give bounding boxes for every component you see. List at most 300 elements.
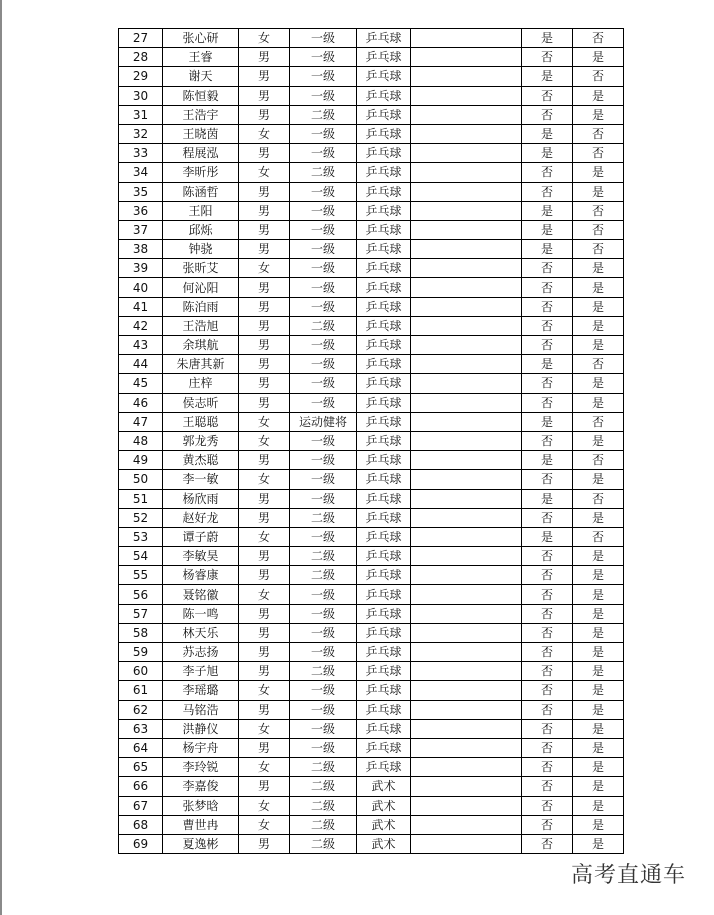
cell-number: 54 — [119, 547, 163, 566]
cell-level: 二级 — [290, 547, 357, 566]
cell-number: 53 — [119, 527, 163, 546]
cell-sport: 乒乓球 — [357, 738, 411, 757]
cell-name: 王浩宇 — [163, 105, 239, 124]
cell-yes-no-a: 是 — [522, 29, 573, 48]
cell-gender: 男 — [239, 700, 290, 719]
cell-level: 二级 — [290, 815, 357, 834]
cell-name: 王睿 — [163, 48, 239, 67]
cell-gender: 女 — [239, 412, 290, 431]
cell-level: 二级 — [290, 758, 357, 777]
cell-sport: 乒乓球 — [357, 201, 411, 220]
cell-blank — [411, 105, 522, 124]
cell-blank — [411, 336, 522, 355]
cell-level: 二级 — [290, 796, 357, 815]
cell-name: 朱唐其新 — [163, 355, 239, 374]
cell-number: 52 — [119, 508, 163, 527]
cell-sport: 乒乓球 — [357, 86, 411, 105]
cell-yes-no-b: 是 — [573, 566, 624, 585]
table-row — [119, 623, 624, 642]
cell-blank — [411, 220, 522, 239]
cell-sport: 乒乓球 — [357, 412, 411, 431]
cell-level: 一级 — [290, 700, 357, 719]
table-row — [119, 451, 624, 470]
cell-name: 谭子蔚 — [163, 527, 239, 546]
cell-blank — [411, 470, 522, 489]
cell-number: 38 — [119, 240, 163, 259]
cell-number: 66 — [119, 777, 163, 796]
cell-number: 35 — [119, 182, 163, 201]
cell-blank — [411, 834, 522, 853]
cell-yes-no-a: 否 — [522, 374, 573, 393]
cell-sport: 乒乓球 — [357, 431, 411, 450]
cell-yes-no-b: 否 — [573, 489, 624, 508]
cell-name: 王阳 — [163, 201, 239, 220]
cell-level: 一级 — [290, 278, 357, 297]
cell-blank — [411, 67, 522, 86]
cell-yes-no-b: 否 — [573, 220, 624, 239]
cell-name: 李一敏 — [163, 470, 239, 489]
cell-yes-no-a: 是 — [522, 412, 573, 431]
cell-blank — [411, 719, 522, 738]
cell-sport: 乒乓球 — [357, 527, 411, 546]
cell-blank — [411, 163, 522, 182]
cell-level: 一级 — [290, 738, 357, 757]
cell-blank — [411, 412, 522, 431]
cell-yes-no-a: 否 — [522, 681, 573, 700]
cell-blank — [411, 815, 522, 834]
cell-yes-no-a: 否 — [522, 547, 573, 566]
cell-sport: 乒乓球 — [357, 316, 411, 335]
cell-sport: 乒乓球 — [357, 67, 411, 86]
cell-sport: 乒乓球 — [357, 124, 411, 143]
cell-number: 40 — [119, 278, 163, 297]
cell-gender: 女 — [239, 719, 290, 738]
cell-blank — [411, 489, 522, 508]
cell-yes-no-b: 否 — [573, 67, 624, 86]
cell-number: 30 — [119, 86, 163, 105]
cell-level: 一级 — [290, 355, 357, 374]
cell-level: 二级 — [290, 508, 357, 527]
cell-yes-no-b: 是 — [573, 719, 624, 738]
table-row — [119, 681, 624, 700]
cell-number: 44 — [119, 355, 163, 374]
cell-level: 一级 — [290, 604, 357, 623]
cell-sport: 乒乓球 — [357, 48, 411, 67]
cell-blank — [411, 700, 522, 719]
cell-gender: 男 — [239, 297, 290, 316]
cell-yes-no-a: 否 — [522, 662, 573, 681]
table-row — [119, 662, 624, 681]
cell-number: 39 — [119, 259, 163, 278]
cell-gender: 女 — [239, 796, 290, 815]
cell-yes-no-b: 是 — [573, 297, 624, 316]
cell-yes-no-a: 否 — [522, 719, 573, 738]
cell-number: 32 — [119, 124, 163, 143]
cell-yes-no-a: 否 — [522, 777, 573, 796]
cell-yes-no-b: 否 — [573, 29, 624, 48]
table-row — [119, 182, 624, 201]
cell-name: 王浩旭 — [163, 316, 239, 335]
cell-name: 陈涵哲 — [163, 182, 239, 201]
cell-yes-no-a: 否 — [522, 470, 573, 489]
cell-gender: 男 — [239, 508, 290, 527]
cell-yes-no-b: 是 — [573, 604, 624, 623]
cell-name: 夏逸彬 — [163, 834, 239, 853]
cell-yes-no-a: 否 — [522, 278, 573, 297]
cell-sport: 乒乓球 — [357, 105, 411, 124]
cell-yes-no-b: 是 — [573, 278, 624, 297]
cell-gender: 男 — [239, 489, 290, 508]
page-left-border — [0, 0, 2, 915]
cell-yes-no-a: 否 — [522, 316, 573, 335]
cell-yes-no-a: 否 — [522, 566, 573, 585]
cell-gender: 男 — [239, 451, 290, 470]
cell-sport: 乒乓球 — [357, 29, 411, 48]
cell-name: 王聪聪 — [163, 412, 239, 431]
cell-blank — [411, 758, 522, 777]
cell-yes-no-a: 否 — [522, 48, 573, 67]
table-row — [119, 834, 624, 853]
cell-number: 51 — [119, 489, 163, 508]
cell-gender: 男 — [239, 547, 290, 566]
cell-sport: 乒乓球 — [357, 489, 411, 508]
cell-gender: 男 — [239, 623, 290, 642]
cell-yes-no-a: 否 — [522, 431, 573, 450]
table-row — [119, 48, 624, 67]
cell-sport: 乒乓球 — [357, 566, 411, 585]
cell-name: 庄梓 — [163, 374, 239, 393]
cell-yes-no-b: 是 — [573, 834, 624, 853]
cell-sport: 乒乓球 — [357, 451, 411, 470]
table-row — [119, 336, 624, 355]
cell-gender: 男 — [239, 316, 290, 335]
cell-level: 一级 — [290, 124, 357, 143]
cell-sport: 乒乓球 — [357, 470, 411, 489]
cell-yes-no-a: 否 — [522, 336, 573, 355]
cell-sport: 乒乓球 — [357, 240, 411, 259]
cell-level: 一级 — [290, 182, 357, 201]
cell-gender: 女 — [239, 259, 290, 278]
cell-yes-no-b: 否 — [573, 201, 624, 220]
table-row — [119, 815, 624, 834]
cell-sport: 乒乓球 — [357, 585, 411, 604]
cell-level: 一级 — [290, 470, 357, 489]
watermark-text: 高考直通车 — [570, 863, 686, 888]
cell-yes-no-b: 是 — [573, 163, 624, 182]
cell-blank — [411, 527, 522, 546]
cell-gender: 男 — [239, 566, 290, 585]
cell-level: 一级 — [290, 336, 357, 355]
cell-blank — [411, 508, 522, 527]
cell-name: 邱烁 — [163, 220, 239, 239]
cell-level: 二级 — [290, 316, 357, 335]
cell-level: 一级 — [290, 623, 357, 642]
cell-name: 陈泊雨 — [163, 297, 239, 316]
cell-yes-no-a: 否 — [522, 259, 573, 278]
cell-sport: 乒乓球 — [357, 182, 411, 201]
cell-yes-no-a: 否 — [522, 738, 573, 757]
cell-sport: 乒乓球 — [357, 662, 411, 681]
cell-yes-no-b: 是 — [573, 681, 624, 700]
cell-yes-no-b: 是 — [573, 700, 624, 719]
cell-yes-no-b: 否 — [573, 412, 624, 431]
cell-sport: 乒乓球 — [357, 278, 411, 297]
cell-gender: 女 — [239, 527, 290, 546]
cell-level: 一级 — [290, 240, 357, 259]
cell-number: 60 — [119, 662, 163, 681]
table-row — [119, 163, 624, 182]
cell-sport: 乒乓球 — [357, 374, 411, 393]
cell-gender: 女 — [239, 815, 290, 834]
cell-number: 59 — [119, 643, 163, 662]
cell-blank — [411, 201, 522, 220]
cell-level: 二级 — [290, 566, 357, 585]
cell-yes-no-a: 否 — [522, 796, 573, 815]
cell-gender: 女 — [239, 758, 290, 777]
cell-yes-no-a: 是 — [522, 489, 573, 508]
table-row — [119, 431, 624, 450]
cell-blank — [411, 738, 522, 757]
student-table-container — [118, 28, 624, 854]
cell-yes-no-b: 是 — [573, 48, 624, 67]
cell-yes-no-b: 是 — [573, 796, 624, 815]
student-table — [118, 28, 624, 854]
cell-name: 张梦晗 — [163, 796, 239, 815]
cell-level: 一级 — [290, 431, 357, 450]
cell-gender: 男 — [239, 201, 290, 220]
cell-yes-no-a: 否 — [522, 297, 573, 316]
cell-sport: 武术 — [357, 796, 411, 815]
cell-gender: 男 — [239, 777, 290, 796]
cell-blank — [411, 259, 522, 278]
cell-yes-no-a: 否 — [522, 623, 573, 642]
cell-yes-no-a: 否 — [522, 182, 573, 201]
table-row — [119, 67, 624, 86]
cell-name: 李玲锐 — [163, 758, 239, 777]
cell-level: 一级 — [290, 259, 357, 278]
cell-sport: 乒乓球 — [357, 259, 411, 278]
cell-gender: 女 — [239, 585, 290, 604]
cell-level: 运动健将 — [290, 412, 357, 431]
cell-name: 杨睿康 — [163, 566, 239, 585]
cell-number: 27 — [119, 29, 163, 48]
cell-gender: 男 — [239, 48, 290, 67]
cell-number: 29 — [119, 67, 163, 86]
table-row — [119, 470, 624, 489]
cell-gender: 男 — [239, 643, 290, 662]
cell-number: 34 — [119, 163, 163, 182]
table-row — [119, 585, 624, 604]
cell-blank — [411, 777, 522, 796]
cell-number: 48 — [119, 431, 163, 450]
cell-gender: 男 — [239, 834, 290, 853]
cell-name: 林天乐 — [163, 623, 239, 642]
cell-yes-no-b: 是 — [573, 643, 624, 662]
cell-yes-no-a: 否 — [522, 105, 573, 124]
cell-number: 55 — [119, 566, 163, 585]
cell-yes-no-b: 是 — [573, 431, 624, 450]
cell-sport: 乒乓球 — [357, 163, 411, 182]
cell-yes-no-a: 否 — [522, 393, 573, 412]
cell-yes-no-b: 是 — [573, 259, 624, 278]
cell-level: 一级 — [290, 29, 357, 48]
cell-number: 46 — [119, 393, 163, 412]
cell-gender: 男 — [239, 67, 290, 86]
cell-sport: 乒乓球 — [357, 336, 411, 355]
cell-yes-no-a: 否 — [522, 643, 573, 662]
cell-yes-no-b: 是 — [573, 105, 624, 124]
cell-sport: 乒乓球 — [357, 297, 411, 316]
cell-blank — [411, 431, 522, 450]
cell-gender: 男 — [239, 144, 290, 163]
cell-number: 33 — [119, 144, 163, 163]
cell-yes-no-b: 是 — [573, 738, 624, 757]
cell-level: 一级 — [290, 374, 357, 393]
cell-blank — [411, 48, 522, 67]
cell-yes-no-b: 是 — [573, 547, 624, 566]
cell-number: 61 — [119, 681, 163, 700]
cell-yes-no-b: 是 — [573, 393, 624, 412]
cell-yes-no-b: 否 — [573, 124, 624, 143]
table-row — [119, 700, 624, 719]
cell-name: 李子旭 — [163, 662, 239, 681]
cell-blank — [411, 316, 522, 335]
cell-yes-no-a: 是 — [522, 144, 573, 163]
cell-gender: 男 — [239, 604, 290, 623]
table-row — [119, 547, 624, 566]
table-row — [119, 719, 624, 738]
cell-yes-no-a: 是 — [522, 67, 573, 86]
cell-number: 64 — [119, 738, 163, 757]
cell-name: 黄杰聪 — [163, 451, 239, 470]
cell-yes-no-b: 否 — [573, 451, 624, 470]
cell-number: 49 — [119, 451, 163, 470]
cell-yes-no-a: 是 — [522, 201, 573, 220]
cell-number: 62 — [119, 700, 163, 719]
cell-name: 李嘉俊 — [163, 777, 239, 796]
cell-name: 曹世冉 — [163, 815, 239, 834]
table-row — [119, 527, 624, 546]
cell-number: 67 — [119, 796, 163, 815]
cell-sport: 乒乓球 — [357, 393, 411, 412]
cell-yes-no-b: 否 — [573, 144, 624, 163]
cell-blank — [411, 182, 522, 201]
cell-level: 一级 — [290, 489, 357, 508]
cell-blank — [411, 144, 522, 163]
cell-level: 一级 — [290, 201, 357, 220]
cell-name: 程展泓 — [163, 144, 239, 163]
cell-blank — [411, 86, 522, 105]
table-row — [119, 412, 624, 431]
cell-level: 一级 — [290, 681, 357, 700]
cell-name: 陈一鸣 — [163, 604, 239, 623]
cell-yes-no-a: 是 — [522, 451, 573, 470]
cell-number: 28 — [119, 48, 163, 67]
cell-blank — [411, 681, 522, 700]
cell-level: 一级 — [290, 297, 357, 316]
cell-level: 一级 — [290, 393, 357, 412]
table-row — [119, 758, 624, 777]
cell-yes-no-b: 是 — [573, 758, 624, 777]
cell-sport: 乒乓球 — [357, 604, 411, 623]
cell-name: 马铭浩 — [163, 700, 239, 719]
cell-sport: 乒乓球 — [357, 623, 411, 642]
cell-level: 二级 — [290, 662, 357, 681]
table-row — [119, 374, 624, 393]
cell-yes-no-a: 否 — [522, 163, 573, 182]
cell-blank — [411, 623, 522, 642]
cell-gender: 男 — [239, 220, 290, 239]
cell-number: 68 — [119, 815, 163, 834]
cell-yes-no-b: 否 — [573, 527, 624, 546]
cell-sport: 乒乓球 — [357, 547, 411, 566]
cell-number: 50 — [119, 470, 163, 489]
cell-blank — [411, 566, 522, 585]
cell-level: 一级 — [290, 451, 357, 470]
cell-yes-no-b: 否 — [573, 240, 624, 259]
cell-name: 杨欣雨 — [163, 489, 239, 508]
cell-sport: 乒乓球 — [357, 681, 411, 700]
cell-yes-no-a: 是 — [522, 355, 573, 374]
cell-blank — [411, 29, 522, 48]
table-row — [119, 144, 624, 163]
cell-yes-no-a: 否 — [522, 758, 573, 777]
table-row — [119, 86, 624, 105]
cell-blank — [411, 643, 522, 662]
cell-level: 一级 — [290, 67, 357, 86]
cell-yes-no-b: 是 — [573, 316, 624, 335]
cell-sport: 武术 — [357, 815, 411, 834]
cell-name: 谢天 — [163, 67, 239, 86]
cell-yes-no-b: 是 — [573, 662, 624, 681]
cell-name: 聂铭徽 — [163, 585, 239, 604]
cell-name: 赵好龙 — [163, 508, 239, 527]
cell-yes-no-b: 是 — [573, 623, 624, 642]
cell-number: 56 — [119, 585, 163, 604]
cell-number: 69 — [119, 834, 163, 853]
cell-name: 洪静仪 — [163, 719, 239, 738]
cell-gender: 女 — [239, 681, 290, 700]
table-row — [119, 105, 624, 124]
cell-level: 一级 — [290, 527, 357, 546]
cell-yes-no-b: 是 — [573, 777, 624, 796]
cell-gender: 男 — [239, 393, 290, 412]
cell-name: 张心研 — [163, 29, 239, 48]
cell-yes-no-b: 否 — [573, 355, 624, 374]
cell-blank — [411, 374, 522, 393]
cell-yes-no-b: 是 — [573, 336, 624, 355]
cell-number: 37 — [119, 220, 163, 239]
cell-yes-no-b: 是 — [573, 815, 624, 834]
cell-blank — [411, 393, 522, 412]
table-row — [119, 777, 624, 796]
cell-blank — [411, 297, 522, 316]
cell-sport: 乒乓球 — [357, 643, 411, 662]
cell-name: 侯志昕 — [163, 393, 239, 412]
cell-level: 一级 — [290, 643, 357, 662]
cell-gender: 男 — [239, 278, 290, 297]
table-row — [119, 738, 624, 757]
cell-level: 二级 — [290, 834, 357, 853]
table-row — [119, 508, 624, 527]
cell-name: 杨宇舟 — [163, 738, 239, 757]
cell-name: 李瑶璐 — [163, 681, 239, 700]
cell-yes-no-a: 是 — [522, 240, 573, 259]
cell-name: 陈恒毅 — [163, 86, 239, 105]
cell-blank — [411, 662, 522, 681]
cell-level: 一级 — [290, 585, 357, 604]
cell-yes-no-a: 否 — [522, 815, 573, 834]
